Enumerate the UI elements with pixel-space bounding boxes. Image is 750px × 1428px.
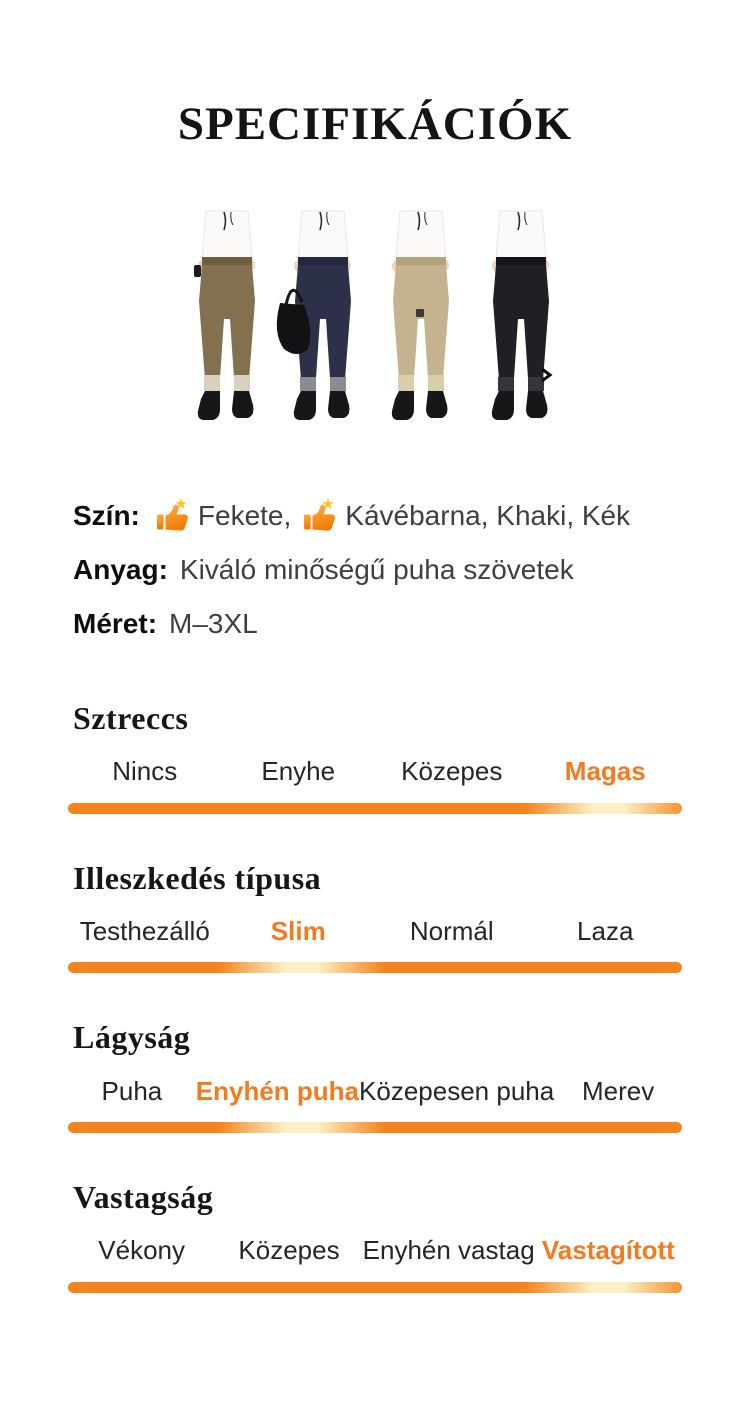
level-bar <box>68 962 682 973</box>
options-row <box>68 1234 682 1267</box>
spec-value-material: Kiváló minőségű puha szövetek <box>179 554 574 586</box>
level-bar <box>68 803 682 814</box>
option: Közepesen puha <box>359 1075 555 1106</box>
option: Vékony <box>98 1235 186 1266</box>
figure-coffee-pants <box>194 211 255 420</box>
option: Nincs <box>112 756 178 787</box>
spec-row-size <box>73 597 750 651</box>
options-row <box>68 1075 682 1108</box>
option: Puha <box>101 1075 163 1106</box>
section-title: Illeszkedés típusa <box>73 859 322 896</box>
section-title: Vastagság <box>73 1179 214 1216</box>
spec-value-color-1: Fekete, <box>197 500 292 532</box>
options-row <box>68 755 682 788</box>
spec-value-size: M–3XL <box>169 608 258 640</box>
figure-black-pants <box>492 211 550 420</box>
product-specs <box>73 489 750 651</box>
option: Közepes <box>238 1235 340 1266</box>
option: Slim <box>270 915 326 946</box>
section-title: Sztreccs <box>73 700 189 737</box>
figure-navy-pants <box>277 211 351 420</box>
thumbs-up-icon <box>301 498 337 534</box>
option: Magas <box>564 756 646 787</box>
option: Merev <box>581 1075 655 1106</box>
figure-khaki-pants <box>392 211 449 420</box>
page-title: SPECIFIKÁCIÓK <box>177 98 573 150</box>
spec-label-size: Méret: <box>73 608 158 640</box>
option: Vastagított <box>541 1235 675 1266</box>
level-bar <box>68 1122 682 1133</box>
level-bar <box>68 1282 682 1293</box>
section-stretch <box>68 701 682 814</box>
spec-value-color-2: Kávébarna, Khaki, Kék <box>345 500 631 532</box>
section-softness <box>68 1020 682 1133</box>
spec-label-color: Szín: <box>73 500 140 532</box>
spec-row-material <box>73 543 750 597</box>
option: Enyhén puha <box>195 1075 360 1106</box>
option: Enyhén vastag <box>362 1235 535 1266</box>
option: Testhezálló <box>79 915 210 946</box>
section-title: Lágyság <box>73 1019 191 1056</box>
options-row <box>68 915 682 948</box>
thumbs-up-icon <box>154 498 190 534</box>
option: Laza <box>577 915 634 946</box>
spec-row-color <box>73 489 750 543</box>
option: Normál <box>409 915 494 946</box>
option: Közepes <box>401 756 503 787</box>
section-thickness <box>68 1180 682 1293</box>
option: Enyhe <box>261 756 336 787</box>
spec-label-material: Anyag: <box>73 554 168 586</box>
product-image <box>180 209 570 441</box>
spec-scales <box>0 701 750 1293</box>
section-fit-type <box>68 861 682 974</box>
